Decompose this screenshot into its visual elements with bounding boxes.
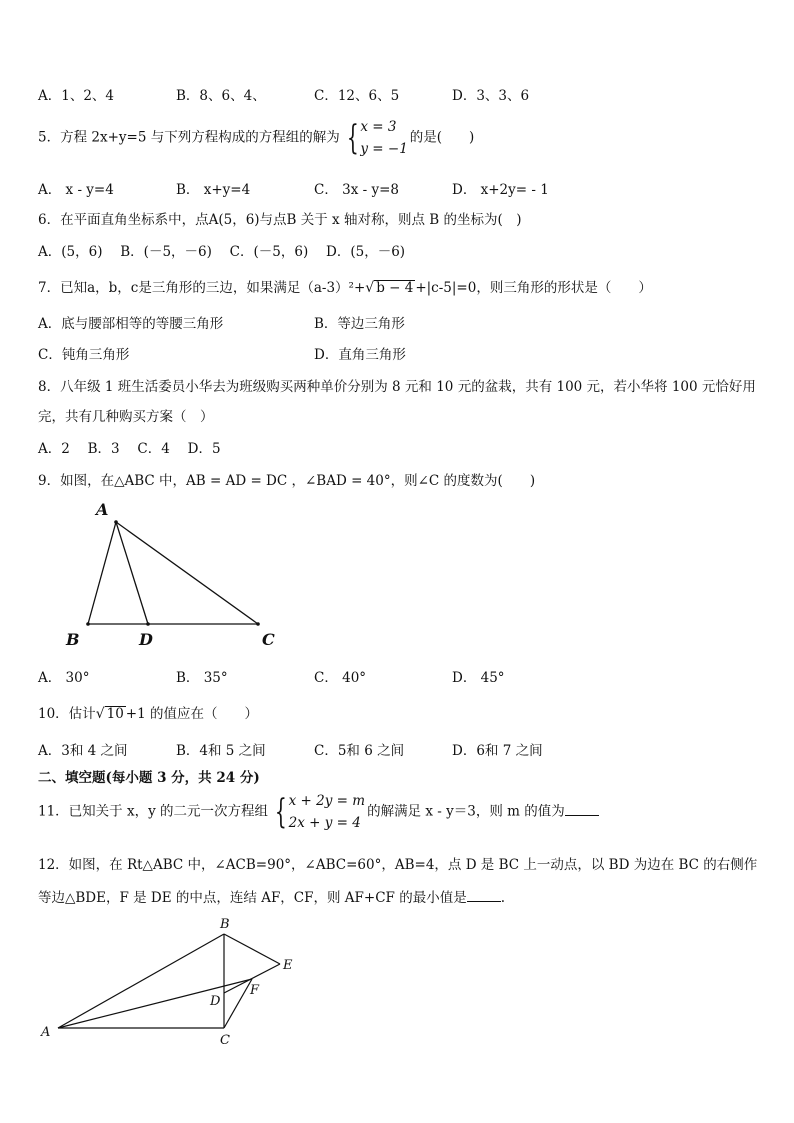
q9-segment-ab — [88, 522, 116, 624]
q7-stem: 7．已知a，b，c是三角形的三边，如果满足（a-3）²+√ b − 4 +|c-5|=0，则三角形的形状是（ ） — [38, 280, 652, 296]
q12-segment-ab — [58, 934, 224, 1028]
q5-option-b: B． x+y=4 — [176, 182, 251, 198]
q12-label-f: F — [250, 983, 260, 998]
q10-stem-after: +1 的值应在（ ） — [125, 706, 258, 722]
q10-stem: 10．估计√ 10 +1 的值应在（ ） — [38, 706, 258, 722]
q6-options: A．(5，6) B．(－5，－6) C．(－5，6) D．(5，－6) — [38, 244, 406, 260]
q10-option-a: A．3和 4 之间 — [38, 743, 128, 759]
q5-system-row1: x = 3 — [360, 119, 397, 135]
q5-option-c: C． 3x - y=8 — [314, 182, 399, 198]
q12-label-c: C — [220, 1033, 230, 1048]
q11-stem — [38, 790, 599, 834]
q10-option-d: D．6和 7 之间 — [452, 743, 543, 759]
q5-stem-before: 5．方程 2x+y=5 与下列方程构成的方程组的解为 — [38, 129, 340, 146]
q12-stem-line2-text: 等边△BDE，F 是 DE 的中点，连结 AF，CF，则 AF+CF 的最小值是 — [38, 890, 467, 906]
q12-stem-end: . — [500, 890, 506, 906]
q9-option-c: C． 40° — [314, 670, 367, 686]
q4-option-a: A．1、2、4 — [38, 88, 115, 104]
q12-label-a: A — [41, 1025, 51, 1040]
q9-segment-ad — [116, 522, 148, 624]
q9-label-a: A — [96, 500, 109, 519]
q4-option-d: D．3、3、6 — [452, 88, 530, 104]
q9-triangle-figure — [56, 496, 296, 654]
q12-stem-line1: 12．如图，在 Rt△ABC 中，∠ACB=90°，∠ABC=60°，AB=4，点 D 是 BC 上一动点，以 BD 为边在 BC 的右侧作 — [38, 857, 758, 873]
q12-label-d: D — [210, 994, 221, 1009]
q12-triangle-figure — [34, 912, 314, 1052]
q12-label-e: E — [283, 958, 293, 973]
q10-option-b: B．4和 5 之间 — [176, 743, 266, 759]
q9-segment-ac — [116, 522, 258, 624]
q5-option-d: D． x+2y= - 1 — [452, 182, 549, 198]
q5-system-row2: y = −1 — [360, 141, 408, 157]
q9-option-d: D． 45° — [452, 670, 505, 686]
q8-stem-line1: 8．八年级 1 班生活委员小华去为班级购买两种单价分别为 8 元和 10 元的盆栽，共有 100 元，若小华将 100 元恰好用 — [38, 379, 756, 395]
q11-system-row1: x + 2y = m — [288, 793, 366, 809]
q11-equation-system: { x + 2y = m 2x + y = 4 — [274, 792, 366, 832]
q7-option-a: A．底与腰部相等的等腰三角形 — [38, 316, 224, 332]
q12-label-b: B — [220, 917, 230, 932]
q6-stem: 6．在平面直角坐标系中，点A(5，6)与点B 关于 x 轴对称，则点 B 的坐标为( ) — [38, 212, 522, 228]
q12-stem-line2 — [38, 886, 505, 906]
q5-equation-system: { x = 3 y = −1 — [346, 118, 408, 158]
q9-label-c: C — [262, 630, 275, 649]
section-heading-fill-in: 二、填空题(每小题 3 分，共 24 分) — [38, 770, 260, 786]
q9-option-a: A． 30° — [38, 670, 90, 686]
q5-stem — [38, 116, 474, 160]
q11-stem-after: 的解满足 x - y＝3，则 m 的值为 — [367, 803, 565, 820]
q7-option-c: C．钝角三角形 — [38, 347, 130, 363]
q12-answer-blank — [467, 889, 501, 902]
q12-segment-be — [224, 934, 280, 964]
q9-label-b: B — [66, 630, 80, 649]
q7-stem-before: 7．已知a，b，c是三角形的三边，如果满足（a-3）²+ — [38, 280, 366, 296]
q11-stem-before: 11．已知关于 x，y 的二元一次方程组 — [38, 803, 269, 820]
q11-system-row2: 2x + y = 4 — [288, 815, 361, 831]
q9-label-d: D — [139, 630, 153, 649]
q7-sqrt: b − 4 — [376, 280, 414, 296]
q4-option-b: B．8、6、4、 — [176, 88, 266, 104]
q9-stem: 9．如图，在△ABC 中，AB = AD = DC ，∠BAD = 40°，则∠C 的度数为( ) — [38, 473, 536, 489]
q10-sqrt: 10 — [106, 706, 124, 722]
q10-option-c: C．5和 6 之间 — [314, 743, 405, 759]
q8-options: A．2 B．3 C．4 D．5 — [38, 441, 221, 457]
q10-stem-before: 10．估计 — [38, 706, 96, 722]
q9-option-b: B． 35° — [176, 670, 228, 686]
q5-option-a: A． x - y=4 — [38, 182, 114, 198]
q7-option-d: D．直角三角形 — [314, 347, 406, 363]
q7-option-b: B．等边三角形 — [314, 316, 405, 332]
q7-stem-after: +|c-5|=0，则三角形的形状是（ ） — [415, 280, 652, 296]
q12-segment-af — [58, 979, 252, 1028]
q4-option-c: C．12、6、5 — [314, 88, 400, 104]
q8-stem-line2: 完，共有几种购买方案（ ） — [38, 409, 214, 425]
q5-stem-after: 的是( ) — [409, 129, 475, 146]
q11-answer-blank — [565, 803, 599, 816]
